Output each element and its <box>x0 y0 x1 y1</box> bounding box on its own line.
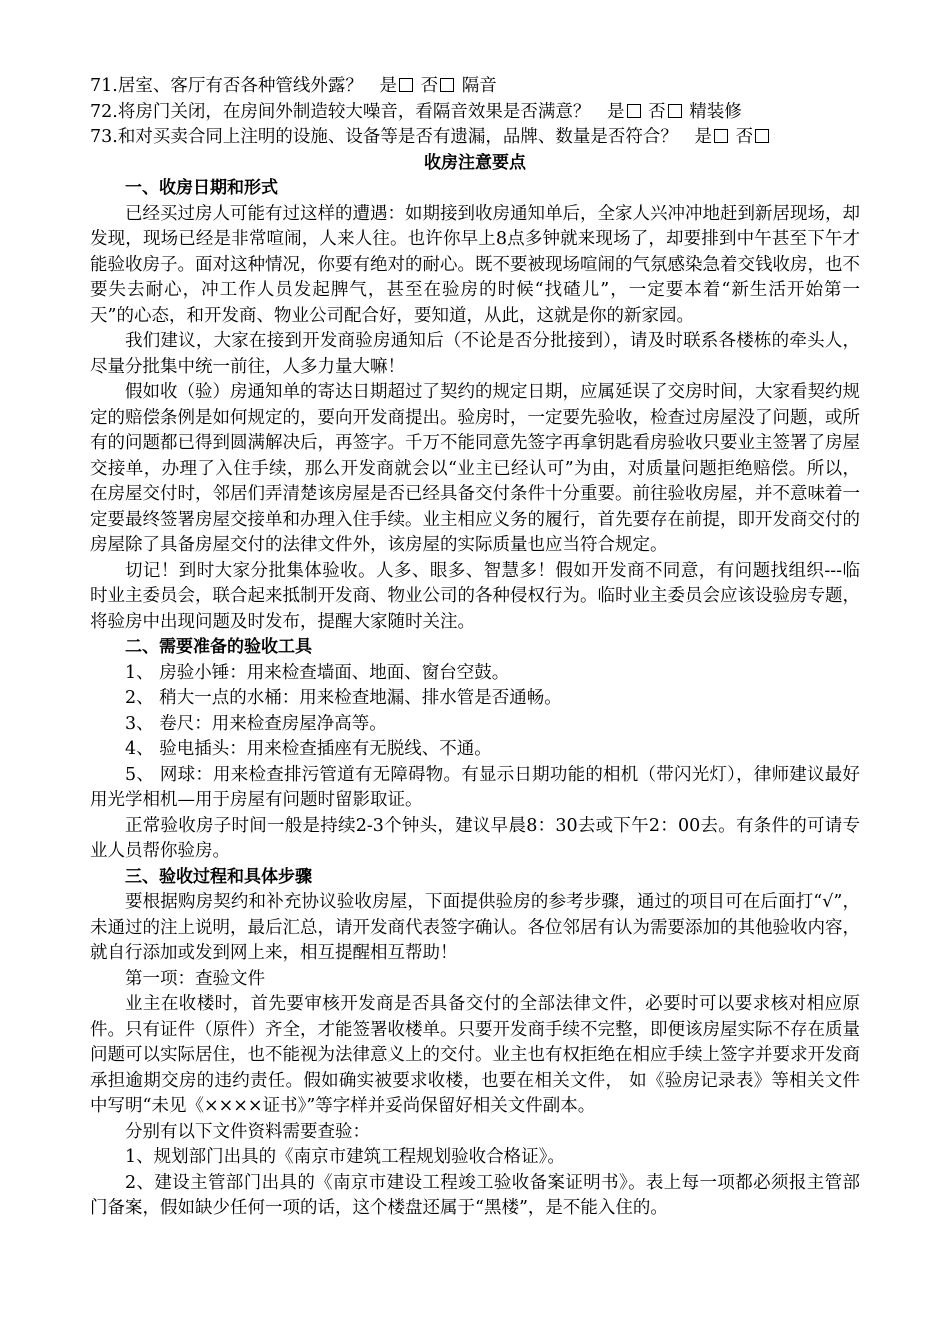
no-label: 否 <box>648 101 666 122</box>
section-heading: 一、收房日期和形式 <box>125 178 278 198</box>
yes-checkbox[interactable] <box>627 104 641 118</box>
question-71 <box>90 74 860 100</box>
document-title: 收房注意要点 <box>424 152 526 173</box>
list-item: 3、 卷尺：用来检查房屋净高等。 <box>125 713 387 734</box>
list-item: 4、 验电插头：用来检查插座有无脱线、不通。 <box>125 739 492 759</box>
question-tail: 精装修 <box>689 101 742 122</box>
yes-checkbox[interactable] <box>714 129 728 143</box>
paragraph: 正常验收房子时间一般是持续2-3个钟头，建议早晨8：30去或下午2：00去。有条件的可请专业人员帮你验房。 <box>90 815 860 861</box>
list-item: 2、建设主管部门出具的《南京市建设工程竣工验收备案证明书》。表上每一项都必须报主管部门备案，假如缺少任何一项的话，这个楼盘还属于“黑楼”，是不能入住的。 <box>90 1172 860 1218</box>
list-item: 5、 网球：用来检查排污管道有无障碍物。有显示日期功能的相机（带闪光灯），律师建议最好用光学相机—用于房屋有问题时留影取证。 <box>90 764 860 810</box>
section-heading: 二、需要准备的验收工具 <box>125 637 312 657</box>
list-item: 1、 房验小锤：用来检查墙面、地面、窗台空鼓。 <box>125 662 510 683</box>
paragraph: 分别有以下文件资料需要查验： <box>125 1121 370 1142</box>
no-checkbox[interactable] <box>440 78 454 92</box>
section-heading: 三、验收过程和具体步骤 <box>125 866 312 887</box>
list-item: 1、规划部门出具的《南京市建筑工程规划验收合格证》。 <box>125 1147 565 1167</box>
no-checkbox[interactable] <box>668 104 682 118</box>
no-checkbox[interactable] <box>755 129 769 143</box>
paragraph: 切记！到时大家分批集体验收。人多、眼多、智慧多！假如开发商不同意，有问题找组织---临时业主委员会，联合起来抵制开发商、物业公司的各种侵权行为。临时业主委员会应该设验房专题，将验房中出现问题及时发布，提醒大家随时关注。 <box>90 560 860 632</box>
question-number: 71. <box>90 76 118 96</box>
yes-label: 是 <box>379 76 398 96</box>
question-73 <box>90 125 860 151</box>
yes-label: 是 <box>694 127 713 147</box>
no-label: 否 <box>420 76 439 96</box>
paragraph: 业主在收楼时，首先要审核开发商是否具备交付的全部法律文件，必要时可以要求核对相应原件。只有证件（原件）齐全，才能签署收楼单。只要开发商手续不完整，即便该房屋实际不存在质量问题可以实际居住，也不能视为法律意义上的交付。业主也有权拒绝在相应手续上签字并要求开发商承担逾期交房的违约责任。假如确实被要求收楼，也要在相关文件， 如《验房记录表》等相关文件中写明“未见《××××证书》”等字样并妥尚保留好相关文件副本。 <box>90 994 860 1116</box>
yes-checkbox[interactable] <box>399 78 413 92</box>
question-text: 居室、客厅有否各种管线外露？ <box>117 76 363 96</box>
paragraph: 已经买过房人可能有过这样的遭遇：如期接到收房通知单后，全家人兴冲冲地赶到新居现场，却发现，现场已经是非常喧闹，人来人往。也许你早上8点多钟就来现场了，却要排到中午甚至下午才能验收房子。面对这种情况，你要有绝对的耐心。既不要被现场喧闹的气氛感染急着交钱收房，也不要失去耐心，冲工作人员发起脾气，甚至在验房的时候“找碴儿”，一定要本着“新生活开始第一天”的心态，和开发商、物业公司配合好，要知道，从此，这就是你的新家园。 <box>90 203 860 326</box>
question-number: 72. <box>90 101 118 122</box>
question-tail: 隔音 <box>461 76 497 96</box>
step-label: 第一项：查验文件 <box>125 968 265 989</box>
yes-label: 是 <box>607 101 625 122</box>
paragraph: 假如收（验）房通知单的寄达日期超过了契约的规定日期，应属延误了交房时间，大家看契约规定的赔偿条例是如何规定的，要向开发商提出。验房时，一定要先验收，检查过房屋没了问题，或所有的问题都已得到圆满解决后，再签字。千万不能同意先签字再拿钥匙看房验收只要业主签署了房屋交接单，办理了入住手续，那么开发商就会以“业主已经认可”为由，对质量问题拒绝赔偿。所以，在房屋交付时，邻居们弄清楚该房屋是否已经具备交付条件十分重要。前往验收房屋，并不意味着一定要最终签署房屋交接单和办理入住手续。业主相应义务的履行，首先要存在前提，即开发商交付的房屋除了具备房屋交付的法律文件外，该房屋的实际质量也应当符合规定。 <box>90 382 860 555</box>
document-body <box>90 74 860 1222</box>
paragraph: 我们建议，大家在接到开发商验房通知后（不论是否分批接到），请及时联系各楼栋的牵头人，尽量分批集中统一前往，人多力量大嘛！ <box>90 331 860 377</box>
question-72 <box>90 100 860 126</box>
no-label: 否 <box>735 127 754 147</box>
question-text: 将房门关闭，在房间外制造较大噪音，看隔音效果是否满意？ <box>117 101 591 122</box>
paragraph: 要根据购房契约和补充协议验收房屋，下面提供验房的参考步骤，通过的项目可在后面打“√”，未通过的注上说明，最后汇总，请开发商代表签字确认。各位邻居有认为需要添加的其他验收内容，就自行添加或发到网上来，相互提醒相互帮助！ <box>90 892 860 963</box>
question-text: 和对买卖合同上注明的设施、设备等是否有遗漏，品牌、数量是否符合？ <box>117 127 678 147</box>
list-item: 2、 稍大一点的水桶：用来检查地漏、排水管是否通畅。 <box>125 688 562 708</box>
question-number: 73. <box>90 127 118 147</box>
